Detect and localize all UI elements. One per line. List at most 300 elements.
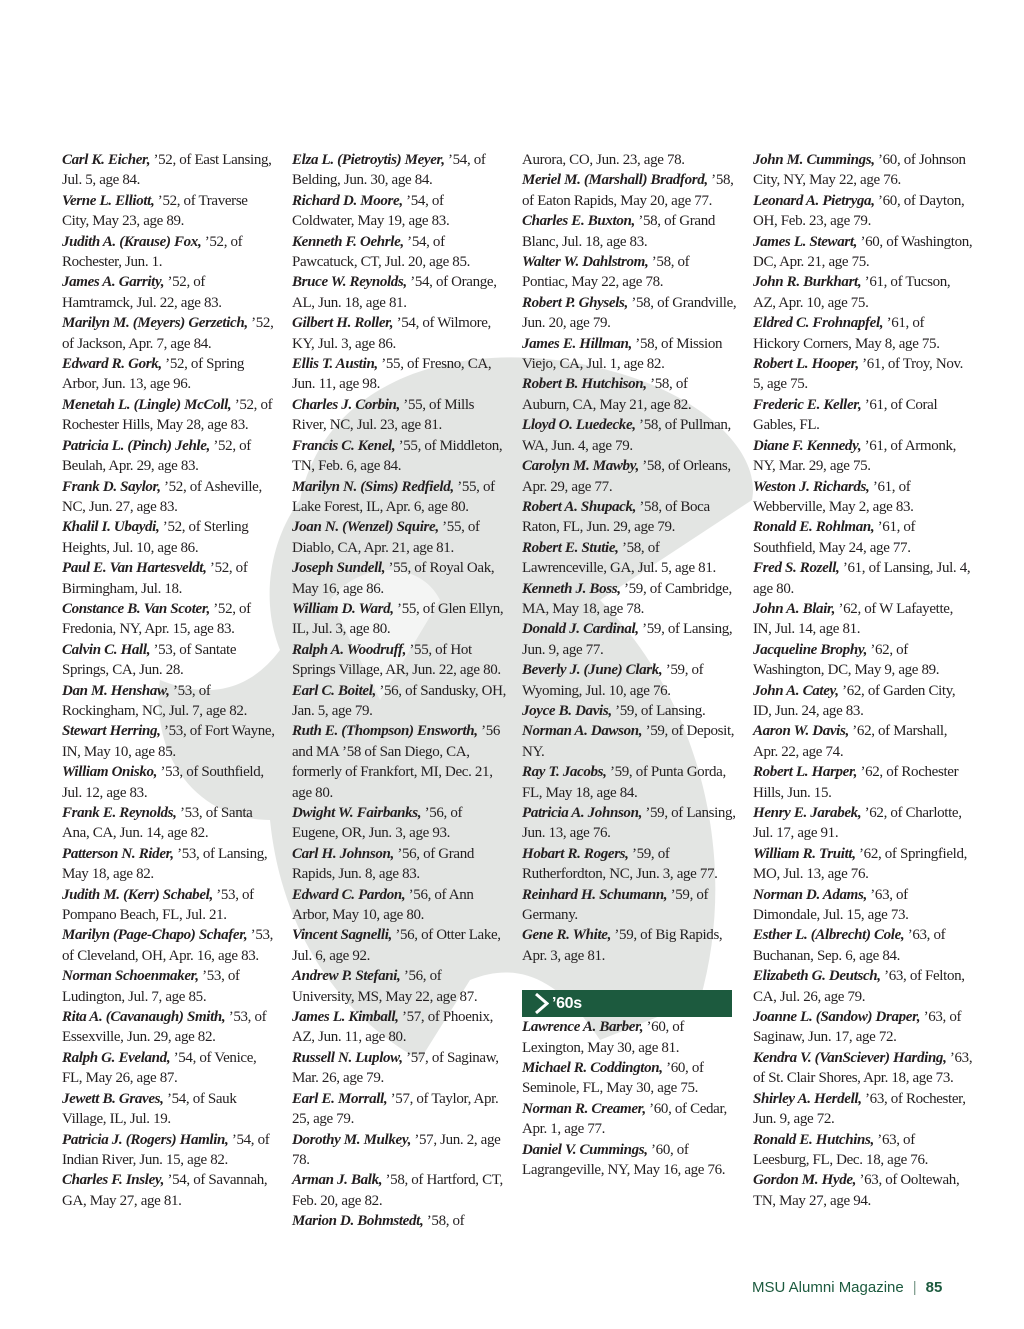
obituary-entry: [292, 1170, 507, 1211]
obituary-entry: [292, 681, 507, 722]
obituary-entry: [62, 844, 277, 885]
obituary-entry: [753, 1089, 973, 1130]
page-footer: [752, 1279, 942, 1296]
obituary-details: ’62, of Rochester Hills, Jun. 15.: [753, 764, 959, 801]
obituary-name: Marion D. Bohmstedt,: [292, 1213, 424, 1230]
obituary-details: ’56, of University, MS, May 22, age 87.: [292, 968, 478, 1005]
obituary-name: Robert P. Ghysels,: [522, 294, 628, 311]
obituary-entry: [292, 1130, 507, 1171]
obituary-name: Lloyd O. Luedecke,: [522, 417, 636, 434]
obituary-details: ’62, of W Lafayette, IN, Jul. 14, age 81.: [753, 600, 953, 638]
obituary-details: ’55, of Hot Springs Village, AR, Jun. 22, age 80.: [292, 641, 501, 679]
obituary-name: Frank D. Saylor,: [62, 478, 161, 495]
obituary-name: Michael R. Coddington,: [522, 1060, 663, 1077]
obituary-entry: [522, 374, 737, 415]
obituary-details: ’55, of Diablo, CA, Apr. 21, age 81.: [292, 519, 480, 556]
obituary-details: ’57, of Taylor, Apr. 25, age 79.: [292, 1090, 499, 1128]
obituary-details: ’63, of Rochester, Jun. 9, age 72.: [753, 1090, 966, 1128]
obituary-entry: [292, 925, 507, 966]
obituary-name: William R. Truitt,: [753, 845, 856, 862]
obituary-entry: [292, 1007, 507, 1048]
magazine-name: MSU Alumni Magazine: [752, 1279, 904, 1296]
obituary-name: Russell N. Luplow,: [292, 1049, 403, 1066]
obituary-name: Shirley A. Herdell,: [753, 1090, 862, 1107]
obituary-name: Lawrence A. Barber,: [522, 1019, 644, 1036]
obituary-details: ’63, of Buchanan, Sep. 6, age 84.: [753, 927, 946, 964]
page-number: 85: [925, 1279, 943, 1296]
obituary-entry: [753, 599, 973, 640]
obituary-entry: [753, 232, 973, 273]
obituary-details: ’55, of Fresno, CA, Jun. 11, age 98.: [292, 356, 492, 393]
obituary-details: ’62, of Marshall, Apr. 22, age 74.: [753, 723, 948, 760]
obituary-entry: [522, 497, 737, 538]
obituary-entry: [753, 721, 973, 762]
obituary-entry: [292, 436, 507, 477]
obituary-entry: [753, 844, 973, 885]
obituary-entry: [753, 681, 973, 722]
obituary-name: John M. Cummings,: [753, 152, 875, 168]
obituary-entry: [62, 477, 277, 518]
obituary-entry: [753, 1170, 973, 1211]
obituary-name: Constance B. Van Scoter,: [62, 600, 210, 617]
obituary-entry: [753, 354, 973, 395]
obituary-details: ’58, of Orleans, Apr. 29, age 77.: [522, 458, 731, 495]
obituary-name: John A. Blair,: [753, 600, 836, 617]
obituary-details: ’53, of Fort Wayne, IN, May 10, age 85.: [62, 723, 275, 760]
obituary-entry: [522, 1017, 737, 1058]
chevron-right-icon: [534, 993, 549, 1014]
obituary-details: ’57, of Saginaw, Mar. 26, age 79.: [292, 1049, 499, 1087]
obituary-details: ’52, of Birmingham, Jul. 18.: [62, 560, 248, 597]
obituary-name: Robert L. Harper,: [753, 764, 858, 781]
obituary-details: ’52, of Fredonia, NY, Apr. 15, age 83.: [62, 600, 251, 638]
obituary-details: ’53, of Rockingham, NC, Jul. 7, age 82.: [62, 682, 247, 719]
obituary-details: ’57, of Phoenix, AZ, Jun. 11, age 80.: [292, 1009, 494, 1046]
obituary-details: ’59, of Lansing.: [611, 702, 706, 719]
obituary-name: Marilyn (Page-Chapo) Schafer,: [62, 927, 248, 944]
obituary-details: ’54, of Savannah, GA, May 27, age 81.: [62, 1172, 268, 1209]
obituary-name: Ray T. Jacobs,: [522, 764, 607, 781]
obituary-details: ’60, of Lexington, May 30, age 81.: [522, 1019, 685, 1056]
obituary-name: Khalil I. Ubaydi,: [62, 519, 160, 536]
obituary-details: ’60, of Cedar, Apr. 1, age 77.: [522, 1100, 727, 1138]
obituary-name: Edward C. Pardon,: [292, 886, 406, 903]
obituary-entry: [292, 640, 507, 681]
obituary-details: ’58, of Eaton Rapids, May 20, age 77.: [522, 172, 734, 209]
obituary-details: ’59, of Lansing, Jun. 9, age 77.: [522, 621, 733, 658]
obituary-details: ’61, of Armonk, NY, Mar. 29, age 75.: [753, 437, 957, 475]
obituary-name: James L. Stewart,: [753, 233, 858, 250]
obituary-details: ’63, of Dimondale, Jul. 15, age 73.: [753, 886, 909, 924]
obituary-entry: [62, 272, 277, 313]
obituary-name: Kendra V. (VanSciever) Harding,: [753, 1049, 947, 1066]
section-header-60s: [522, 990, 732, 1017]
obituary-entry: [522, 925, 737, 966]
obituary-name: Francis C. Kenel,: [292, 437, 396, 454]
obituary-name: Norman D. Adams,: [753, 886, 867, 903]
obituary-name: Arman J. Balk,: [292, 1172, 383, 1189]
obituary-entry: [62, 1048, 277, 1089]
obituary-details: ’55, of Mills River, NC, Jul. 23, age 81.: [292, 396, 475, 434]
obituary-details: ’56, of Grand Rapids, Jun. 8, age 83.: [292, 845, 475, 883]
obituary-name: Frederic E. Keller,: [753, 396, 862, 413]
obituary-entry: [522, 844, 737, 885]
obituary-details: ’53, of Lansing, May 18, age 82.: [62, 845, 268, 883]
obituary-details: ’52, of Sterling Heights, Jul. 10, age 86.: [62, 519, 249, 556]
obituary-details: ’61, of Webberville, May 2, age 83.: [753, 478, 914, 515]
obituary-details: ’61, of Hickory Corners, May 8, age 75.: [753, 315, 940, 352]
obituary-name: Robert A. Shupack,: [522, 498, 637, 515]
obituary-entry: [292, 517, 507, 558]
obituary-details: ’52, of East Lansing, Jul. 5, age 84.: [62, 152, 272, 189]
obituary-name: Norman Schoenmaker,: [62, 968, 199, 985]
obituary-entry: [62, 558, 277, 599]
obituary-name: Bruce W. Reynolds,: [292, 274, 407, 291]
obituary-name: James E. Hillman,: [522, 335, 632, 352]
obituary-entry: [292, 1211, 507, 1231]
obituary-details: ’54, of Indian River, Jun. 15, age 82.: [62, 1131, 270, 1168]
obituary-name: Joan N. (Wenzel) Squire,: [292, 519, 439, 536]
obituary-details: ’56, of Ann Arbor, May 10, age 80.: [292, 886, 474, 924]
obituary-name: Dwight W. Fairbanks,: [292, 805, 422, 821]
obituary-column-4: [753, 150, 973, 1211]
obituary-entry: [292, 599, 507, 640]
obituary-entry: [753, 1130, 973, 1171]
obituary-name: Norman A. Dawson,: [522, 723, 643, 740]
obituary-entry: [522, 762, 737, 803]
obituary-entry: [292, 844, 507, 885]
obituary-name: Daniel V. Cummings,: [522, 1141, 648, 1158]
obituary-name: Ralph A. Woodruff,: [292, 641, 407, 658]
obituary-name: Charles E. Buxton,: [522, 213, 635, 230]
obituary-details: ’63, of Saginaw, Jun. 17, age 72.: [753, 1009, 962, 1046]
obituary-entry: [62, 1170, 277, 1211]
obituary-entry: [62, 232, 277, 273]
obituary-name: Verne L. Elliott,: [62, 192, 155, 209]
obituary-name: Beverly J. (June) Clark,: [522, 662, 663, 679]
obituary-name: Gene R. White,: [522, 927, 611, 944]
obituary-name: Robert E. Stutie,: [522, 539, 619, 556]
obituary-entry: [62, 395, 277, 436]
obituary-name: Weston J. Richards,: [753, 478, 870, 495]
obituary-entry: [292, 395, 507, 436]
obituary-details: ’59, of Germany.: [522, 886, 709, 924]
obituary-entry: [522, 415, 737, 456]
obituary-name: Kenneth J. Boss,: [522, 580, 621, 597]
obituary-details: ’54, of Orange, AL, Jun. 18, age 81.: [292, 274, 497, 311]
obituary-entry: [62, 354, 277, 395]
obituary-details: ’54, of Pawcatuck, CT, Jul. 20, age 85.: [292, 233, 470, 271]
obituary-details: ’61, of Lansing, Jul. 4, age 80.: [753, 560, 971, 597]
obituary-entry: [522, 538, 737, 579]
obituary-entry: [292, 272, 507, 313]
obituary-entry: [62, 313, 277, 354]
obituary-entry: [62, 150, 277, 191]
obituary-entry: [522, 579, 737, 620]
obituary-details: ’58, of Grandville, Jun. 20, age 79.: [522, 294, 737, 332]
obituary-details: ’56, of Otter Lake, Jul. 6, age 92.: [292, 927, 501, 964]
obituary-details: ’63, of Ooltewah, TN, May 27, age 94.: [753, 1172, 960, 1209]
obituary-name: Earl C. Boitel,: [292, 682, 376, 699]
obituary-details: ’58, of Lawrenceville, GA, Jul. 5, age 81.: [522, 539, 716, 577]
obituary-details: ’52, of Traverse City, May 23, age 89.: [62, 192, 248, 230]
obituary-name: Richard D. Moore,: [292, 192, 403, 209]
obituary-details: ’62, of Charlotte, Jul. 17, age 91.: [753, 805, 962, 842]
obituary-details: ’53, of Pompano Beach, FL, Jul. 21.: [62, 886, 254, 924]
obituary-details: ’52, of Jackson, Apr. 7, age 84.: [62, 315, 274, 352]
obituary-name: Dorothy M. Mulkey,: [292, 1131, 411, 1148]
obituary-column-3: [522, 150, 737, 1181]
obituary-entry: [62, 640, 277, 681]
obituary-details: ’59, of Punta Gorda, FL, May 18, age 84.: [522, 764, 726, 801]
obituary-name: Norman R. Creamer,: [522, 1100, 646, 1117]
obituary-details: ’52, of Spring Arbor, Jun. 13, age 96.: [62, 356, 245, 393]
obituary-entry: [292, 313, 507, 354]
obituary-name: Elza L. (Pietroytis) Meyer,: [292, 152, 445, 168]
obituary-details: ’52, of Asheville, NC, Jun. 27, age 83.: [62, 478, 262, 515]
obituary-name: Charles J. Corbin,: [292, 396, 400, 413]
obituary-details: ’60, of Lagrangeville, NY, May 16, age 76.: [522, 1141, 726, 1179]
obituary-entry: [62, 1130, 277, 1171]
obituary-entry: [753, 191, 973, 232]
obituary-name: Vincent Sagnelli,: [292, 927, 392, 944]
obituary-name: Elizabeth G. Deutsch,: [753, 968, 881, 985]
obituary-entry: [522, 252, 737, 293]
obituary-details: ’60, of Johnson City, NY, May 22, age 76.: [753, 152, 966, 189]
obituary-entry: [62, 191, 277, 232]
obituary-entry: [522, 885, 737, 926]
obituary-entry: [522, 721, 737, 762]
obituary-entry: [292, 721, 507, 803]
obituary-entry: [753, 150, 973, 191]
obituary-column-1: [62, 150, 277, 1211]
obituary-entry: [62, 721, 277, 762]
obituary-entry: [753, 272, 973, 313]
obituary-details: ’59, of Cambridge, MA, May 18, age 78.: [522, 580, 732, 617]
obituary-name: Carl K. Eicher,: [62, 152, 151, 168]
obituary-name: Ellis T. Austin,: [292, 356, 378, 373]
obituary-entry: [292, 1089, 507, 1130]
obituary-entry: [753, 395, 973, 436]
obituary-name: Marilyn N. (Sims) Redfield,: [292, 478, 454, 495]
obituary-entry: [522, 1140, 737, 1181]
obituary-name: Joanne L. (Sandow) Draper,: [753, 1009, 921, 1026]
obituary-details: ’55, of Middleton, TN, Feb. 6, age 84.: [292, 437, 503, 475]
obituary-entry: [292, 191, 507, 232]
obituary-entry: [62, 885, 277, 926]
obituary-name: Ronald E. Hutchins,: [753, 1131, 874, 1148]
obituary-name: Henry E. Jarabek,: [753, 805, 862, 821]
obituary-name: Robert L. Hooper,: [753, 356, 859, 373]
obituary-details: ’58, of Pontiac, May 22, age 78.: [522, 254, 690, 291]
obituary-details: ’56, of Eugene, OR, Jun. 3, age 93.: [292, 805, 463, 842]
obituary-name: Paul E. Van Hartesveldt,: [62, 560, 207, 577]
obituary-details: ’63, of Felton, CA, Jul. 26, age 79.: [753, 968, 965, 1005]
footer-separator: |: [912, 1279, 917, 1296]
obituary-name: Stewart Herring,: [62, 723, 161, 740]
obituary-name: Patricia L. (Pinch) Jehle,: [62, 437, 210, 454]
obituary-entry: [62, 517, 277, 558]
obituary-name: Carl H. Johnson,: [292, 845, 394, 862]
obituary-details: ’54, of Sauk Village, IL, Jul. 19.: [62, 1090, 237, 1128]
obituary-name: Kenneth F. Oehrle,: [292, 233, 404, 250]
obituary-details: ’52, of Rochester Hills, May 28, age 83.: [62, 396, 273, 434]
obituary-name: Diane F. Kennedy,: [753, 437, 862, 454]
obituary-entry: [522, 803, 737, 844]
obituary-details: ’62, of Springfield, MO, Jul. 13, age 76.: [753, 845, 968, 883]
obituary-entry: [62, 762, 277, 803]
obituary-name: Leonard A. Pietryga,: [753, 192, 875, 209]
obituary-name: Charles F. Insley,: [62, 1172, 165, 1189]
obituary-column-2: [292, 150, 507, 1232]
obituary-entry: [62, 681, 277, 722]
obituary-name: Patricia J. (Rogers) Hamlin,: [62, 1131, 229, 1148]
obituary-name: Ruth E. (Thompson) Ensworth,: [292, 723, 478, 740]
obituary-details: ’53, of Ludington, Jul. 7, age 85.: [62, 968, 240, 1005]
obituary-details: ’61, of Southfield, May 24, age 77.: [753, 519, 916, 556]
obituary-name: Esther L. (Albrecht) Cole,: [753, 927, 905, 944]
obituary-entry: [522, 293, 737, 334]
obituary-entry: [753, 803, 973, 844]
obituary-details: ’59, of Big Rapids, Apr. 3, age 81.: [522, 927, 723, 964]
obituary-name: William D. Ward,: [292, 600, 394, 617]
obituary-name: John A. Catey,: [753, 682, 839, 699]
obituary-entry: [753, 1007, 973, 1048]
obituary-name: William Onisko,: [62, 764, 158, 781]
obituary-details: ’55, of Royal Oak, May 16, age 86.: [292, 560, 495, 597]
obituary-name: Walter W. Dahlstrom,: [522, 254, 649, 271]
obituary-details: ’55, of Glen Ellyn, IL, Jul. 3, age 80.: [292, 600, 504, 638]
obituary-details: ’59, of Lansing, Jun. 13, age 76.: [522, 805, 736, 842]
obituary-details: ’59, of Wyoming, Jul. 10, age 76.: [522, 662, 704, 699]
obituary-entry: [522, 170, 737, 211]
obituary-details: ’54, of Venice, FL, May 26, age 87.: [62, 1049, 257, 1087]
obituary-name: Marilyn M. (Meyers) Gerzetich,: [62, 315, 248, 332]
obituary-entry: [753, 1048, 973, 1089]
obituary-name: James A. Garrity,: [62, 274, 165, 291]
obituary-details: ’52, of Beulah, Apr. 29, age 83.: [62, 437, 251, 475]
obituary-name: Reinhard H. Schumann,: [522, 886, 668, 903]
obituary-details: ’58, of Mission Viejo, CA, Jul. 1, age 82.: [522, 335, 723, 373]
obituary-details: ’62, of Washington, DC, May 9, age 89.: [753, 641, 940, 679]
obituary-name: Judith M. (Kerr) Schabel,: [62, 886, 213, 903]
obituary-details: ’63, of St. Clair Shores, Apr. 18, age 73.: [753, 1049, 973, 1087]
obituary-name: Ralph G. Eveland,: [62, 1049, 171, 1066]
obituary-entry: [753, 885, 973, 926]
obituary-name: Gilbert H. Roller,: [292, 315, 394, 332]
obituary-entry: [62, 599, 277, 640]
obituary-details: ’58, of Pullman, WA, Jun. 4, age 79.: [522, 417, 731, 454]
obituary-details: ’52, of Hamtramck, Jul. 22, age 83.: [62, 274, 222, 311]
obituary-details: ’57, Jun. 2, age 78.: [292, 1131, 501, 1168]
obituary-entry: [292, 966, 507, 1007]
obituary-details: ’58, of Boca Raton, FL, Jun. 29, age 79.: [522, 498, 710, 536]
obituary-entry: [292, 232, 507, 273]
obituary-name: Joyce B. Davis,: [522, 702, 612, 719]
obituary-details: ’53, of Cleveland, OH, Apr. 16, age 83.: [62, 927, 274, 964]
obituary-entry: [292, 477, 507, 518]
obituary-name: Aaron W. Davis,: [753, 723, 849, 740]
obituary-name: Jacqueline Brophy,: [753, 641, 867, 658]
obituary-name: Hobart R. Rogers,: [522, 845, 629, 862]
obituary-entry: [292, 558, 507, 599]
obituary-details: ’62, of Garden City, ID, Jun. 24, age 83.: [753, 682, 956, 719]
obituary-name: Rita A. (Cavanaugh) Smith,: [62, 1009, 226, 1026]
obituary-details: ’58, of Grand Blanc, Jul. 18, age 83.: [522, 213, 715, 250]
obituary-name: Andrew P. Stefani,: [292, 968, 401, 985]
obituary-details: ’52, of Rochester, Jun. 1.: [62, 233, 243, 271]
obituary-name: Gordon M. Hyde,: [753, 1172, 857, 1189]
obituary-entry: [753, 640, 973, 681]
obituary-entry: [522, 211, 737, 252]
obituary-name: Fred S. Rozell,: [753, 560, 840, 577]
obituary-entry: [753, 477, 973, 518]
obituary-entry: [292, 150, 507, 191]
obituary-entry: [522, 456, 737, 497]
obituary-entry: [753, 762, 973, 803]
obituary-name: Edward R. Gork,: [62, 356, 162, 373]
obituary-details: ’56 and MA ’58 of San Diego, CA, formerly of Frankfort, MI, Dec. 21, age 80.: [292, 723, 501, 801]
obituary-entry: [522, 150, 737, 170]
obituary-name: Dan M. Henshaw,: [62, 682, 170, 699]
obituary-details: ’58, of: [423, 1213, 465, 1230]
obituary-details: ’61, of Coral Gables, FL.: [753, 396, 938, 434]
obituary-name: Calvin C. Hall,: [62, 641, 151, 658]
obituary-entry: [522, 701, 737, 721]
obituary-details: ’58, of Auburn, CA, May 21, age 82.: [522, 376, 692, 413]
obituary-details: ’54, of Wilmore, KY, Jul. 3, age 86.: [292, 315, 491, 352]
obituary-name: Menetah L. (Lingle) McColl,: [62, 396, 232, 413]
obituary-entry: [292, 1048, 507, 1089]
obituary-details: ’63, of Leesburg, FL, Dec. 18, age 76.: [753, 1131, 929, 1168]
obituary-entry: [292, 885, 507, 926]
obituary-name: Patterson N. Rider,: [62, 845, 174, 862]
obituary-name: Judith A. (Krause) Fox,: [62, 233, 202, 250]
obituary-entry: [522, 660, 737, 701]
obituary-details: ’54, of Coldwater, May 19, age 83.: [292, 192, 450, 230]
obituary-entry: [753, 313, 973, 354]
obituary-name: James L. Kimball,: [292, 1009, 399, 1026]
obituary-details: ’60, of Dayton, OH, Feb. 23, age 79.: [753, 192, 965, 230]
obituary-entry: [753, 558, 973, 599]
obituary-entry: [62, 803, 277, 844]
obituary-entry: [753, 436, 973, 477]
obituary-details: ’53, of Santate Springs, CA, Jun. 28.: [62, 641, 237, 679]
obituary-entry: [753, 925, 973, 966]
section-header-label: ’60s: [552, 995, 582, 1013]
obituary-entry: [522, 1099, 737, 1140]
obituary-details: ’53, of Santa Ana, CA, Jun. 14, age 82.: [62, 805, 253, 842]
obituary-entry: [62, 966, 277, 1007]
obituary-name: Patricia A. Johnson,: [522, 805, 642, 821]
obituary-details: ’55, of Lake Forest, IL, Apr. 6, age 80.: [292, 478, 495, 515]
obituary-entry: [62, 1089, 277, 1130]
obituary-details: ’59, of Deposit, NY.: [522, 723, 735, 760]
obituary-entry: [522, 1058, 737, 1099]
obituary-name: Ronald E. Rohlman,: [753, 519, 875, 536]
obituary-details: ’61, of Troy, Nov. 5, age 75.: [753, 356, 964, 393]
obituary-details: ’54, of Belding, Jun. 30, age 84.: [292, 152, 486, 189]
obituary-name: Donald J. Cardinal,: [522, 621, 639, 638]
obituary-details: Aurora, CO, Jun. 23, age 78.: [522, 152, 685, 168]
obituary-name: Eldred C. Frohnapfel,: [753, 315, 884, 332]
obituary-name: John R. Burkhart,: [753, 274, 862, 291]
obituary-details: ’61, of Tucson, AZ, Apr. 10, age 75.: [753, 274, 951, 311]
obituary-name: Meriel M. (Marshall) Bradford,: [522, 172, 708, 189]
obituary-details: ’60, of Washington, DC, Apr. 21, age 75.: [753, 233, 973, 271]
obituary-name: Earl E. Morrall,: [292, 1090, 388, 1107]
obituary-entry: [292, 354, 507, 395]
